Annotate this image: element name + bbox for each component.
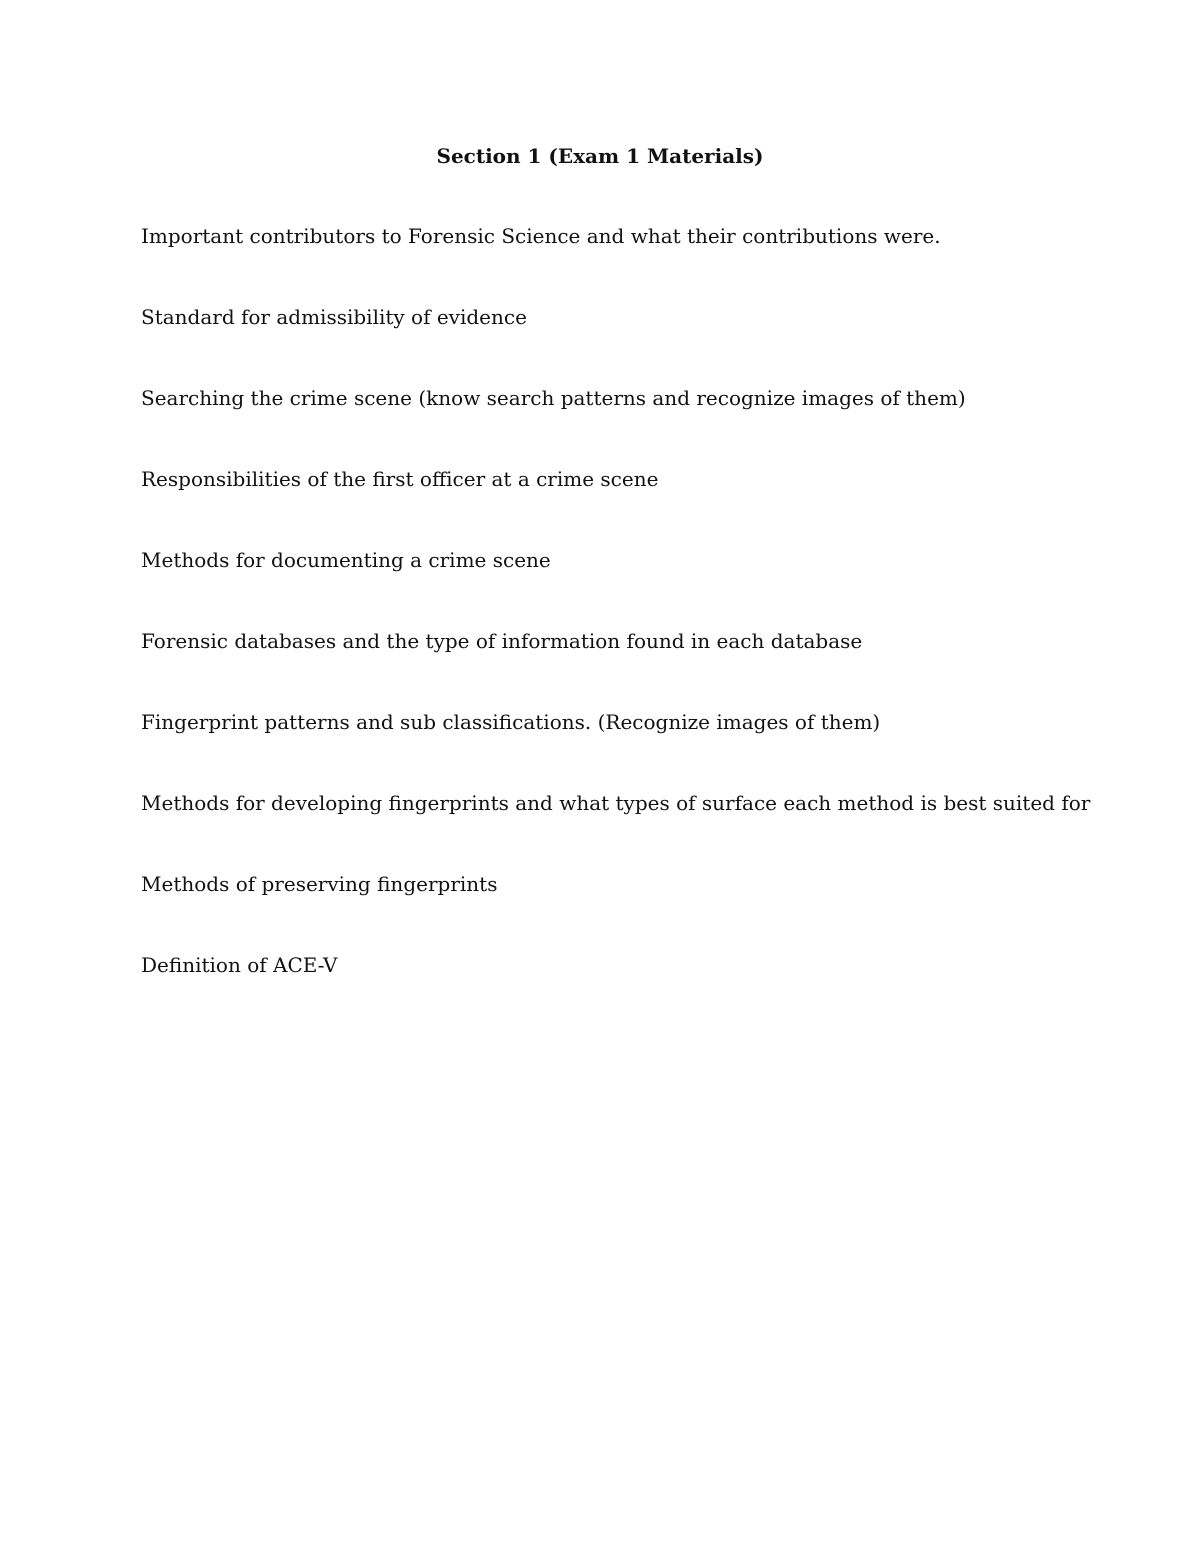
page-title: Section 1 (Exam 1 Materials): [436, 144, 764, 168]
list-item: Methods for developing fingerprints and what types of surface each method is best suited for: [141, 791, 1091, 815]
list-item: Standard for admissibility of evidence: [141, 305, 527, 329]
topic-list: [141, 222, 1090, 1032]
list-item: Forensic databases and the type of information found in each database: [141, 629, 863, 653]
list-item: Definition of ACE-V: [141, 953, 338, 977]
list-item: Fingerprint patterns and sub classifications. (Recognize images of them): [141, 710, 881, 734]
list-item: Responsibilities of the first officer at a crime scene: [141, 467, 659, 491]
list-item: Methods for documenting a crime scene: [141, 548, 551, 572]
list-item: Searching the crime scene (know search patterns and recognize images of them): [141, 386, 966, 410]
list-item: Methods of preserving fingerprints: [141, 872, 498, 896]
list-item: Important contributors to Forensic Science and what their contributions were.: [141, 224, 941, 248]
